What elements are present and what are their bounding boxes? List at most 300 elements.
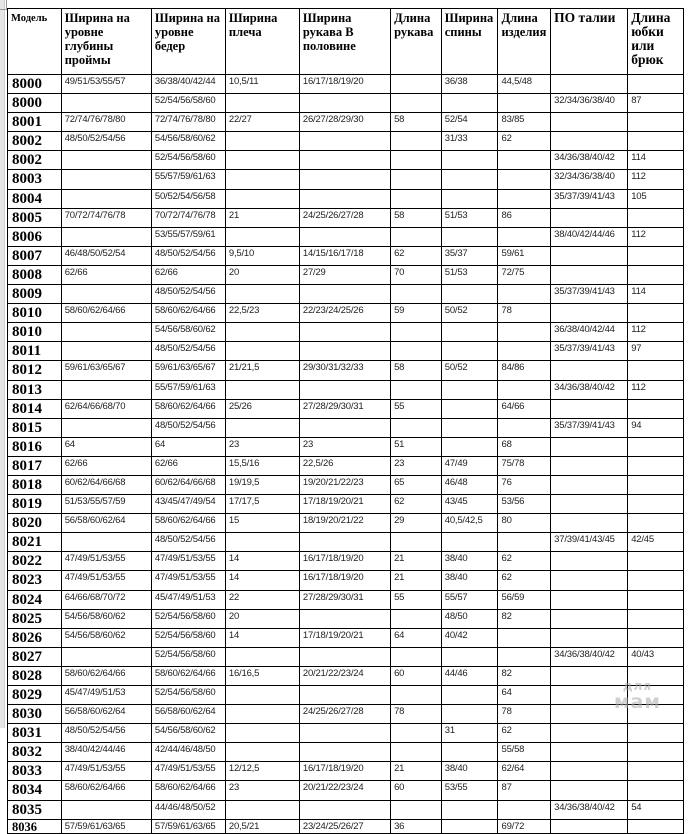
cell-sleeve-length: 60	[391, 781, 442, 800]
cell-back-width	[441, 227, 498, 246]
cell-garment-length: 84/86	[498, 361, 551, 380]
cell-sleeve-length: 58	[391, 361, 442, 380]
cell-shoulder-width: 12/12,5	[225, 762, 299, 781]
cell-skirt-pants-length	[628, 113, 684, 132]
column-header-model: Модель	[8, 9, 62, 75]
cell-width-armhole: 47/49/51/53/55	[61, 552, 151, 571]
cell-skirt-pants-length	[628, 475, 684, 494]
model-number-cell: 8006	[8, 227, 62, 246]
cell-shoulder-width: 17/17,5	[225, 495, 299, 514]
cell-skirt-pants-length	[628, 571, 684, 590]
model-number-cell: 8017	[8, 456, 62, 475]
cell-sleeve-half-width: 17/18/19/20/21	[299, 628, 390, 647]
table-move-handle-icon[interactable]	[0, 0, 7, 10]
cell-width-hips: 44/46/48/50/52	[151, 800, 225, 819]
cell-shoulder-width: 23	[225, 437, 299, 456]
cell-garment-length: 76	[498, 475, 551, 494]
cell-width-armhole: 38/40/42/44/46	[61, 743, 151, 762]
cell-waist	[551, 304, 628, 323]
cell-shoulder-width: 15,5/16	[225, 456, 299, 475]
cell-waist	[551, 495, 628, 514]
cell-back-width	[441, 342, 498, 361]
cell-width-hips: 48/50/52/54/56	[151, 246, 225, 265]
cell-skirt-pants-length	[628, 724, 684, 743]
cell-sleeve-length	[391, 342, 442, 361]
cell-sleeve-half-width	[299, 418, 390, 437]
cell-back-width: 35/37	[441, 246, 498, 265]
cell-sleeve-length	[391, 151, 442, 170]
cell-skirt-pants-length: 112	[628, 323, 684, 342]
cell-sleeve-half-width: 24/25/26/27/28	[299, 705, 390, 724]
cell-garment-length: 72/75	[498, 265, 551, 284]
cell-waist: 35/37/39/41/43	[551, 285, 628, 304]
cell-sleeve-length: 51	[391, 437, 442, 456]
model-number-cell: 8035	[8, 800, 62, 819]
cell-shoulder-width	[225, 800, 299, 819]
cell-width-hips: 50/52/54/56/58	[151, 189, 225, 208]
cell-width-armhole: 58/60/62/64/66	[61, 781, 151, 800]
cell-width-hips: 60/62/64/66/68	[151, 475, 225, 494]
cell-width-hips: 36/38/40/42/44	[151, 75, 225, 94]
cell-sleeve-length	[391, 94, 442, 113]
table-row	[8, 265, 684, 284]
cell-garment-length	[498, 285, 551, 304]
model-number-cell: 8010	[8, 304, 62, 323]
cell-waist	[551, 762, 628, 781]
cell-garment-length: 64	[498, 686, 551, 705]
column-header-shoulder-width: Ширина плеча	[225, 9, 299, 75]
cell-waist	[551, 475, 628, 494]
cell-waist: 36/38/40/42/44	[551, 323, 628, 342]
cell-back-width: 31	[441, 724, 498, 743]
cell-width-hips: 48/50/52/54/56	[151, 533, 225, 552]
cell-width-armhole: 56/58/60/62/64	[61, 514, 151, 533]
cell-garment-length	[498, 418, 551, 437]
cell-sleeve-half-width	[299, 170, 390, 189]
cell-width-armhole: 60/62/64/66/68	[61, 475, 151, 494]
cell-width-armhole: 54/56/58/60/62	[61, 609, 151, 628]
cell-shoulder-width: 15	[225, 514, 299, 533]
model-number-cell: 8029	[8, 686, 62, 705]
cell-waist	[551, 75, 628, 94]
cell-back-width: 38/40	[441, 571, 498, 590]
cell-garment-length	[498, 647, 551, 666]
cell-garment-length: 83/85	[498, 113, 551, 132]
cell-sleeve-half-width: 20/21/22/23/24	[299, 781, 390, 800]
cell-width-armhole	[61, 380, 151, 399]
table-row	[8, 666, 684, 685]
cell-sleeve-half-width	[299, 323, 390, 342]
cell-skirt-pants-length	[628, 552, 684, 571]
cell-width-armhole: 62/66	[61, 456, 151, 475]
cell-waist	[551, 132, 628, 151]
header-row	[8, 9, 684, 75]
cell-sleeve-half-width	[299, 151, 390, 170]
cell-waist: 35/37/39/41/43	[551, 189, 628, 208]
model-number-cell: 8020	[8, 514, 62, 533]
cell-width-hips: 43/45/47/49/54	[151, 495, 225, 514]
cell-width-armhole: 48/50/52/54/56	[61, 132, 151, 151]
cell-width-armhole: 54/56/58/60/62	[61, 628, 151, 647]
cell-sleeve-half-width: 16/17/18/19/20	[299, 762, 390, 781]
cell-shoulder-width: 22	[225, 590, 299, 609]
cell-sleeve-half-width	[299, 342, 390, 361]
cell-back-width: 36/38	[441, 75, 498, 94]
cell-sleeve-length: 21	[391, 762, 442, 781]
cell-width-hips: 48/50/52/54/56	[151, 418, 225, 437]
cell-sleeve-length	[391, 132, 442, 151]
cell-skirt-pants-length	[628, 590, 684, 609]
cell-garment-length: 62	[498, 132, 551, 151]
model-number-cell: 8027	[8, 647, 62, 666]
cell-sleeve-length	[391, 800, 442, 819]
cell-sleeve-length	[391, 743, 442, 762]
cell-width-hips: 47/49/51/53/55	[151, 552, 225, 571]
cell-skirt-pants-length	[628, 361, 684, 380]
cell-sleeve-half-width: 18/19/20/21/22	[299, 514, 390, 533]
cell-skirt-pants-length	[628, 705, 684, 724]
cell-width-hips: 54/56/58/60/62	[151, 132, 225, 151]
table-row	[8, 819, 684, 833]
cell-sleeve-length: 70	[391, 265, 442, 284]
column-header-skirt-pants-length: Длина юбки или брюк	[628, 9, 684, 75]
cell-width-armhole	[61, 151, 151, 170]
column-header-width-armhole: Ширина на уровне глубины проймы	[61, 9, 151, 75]
cell-sleeve-half-width: 17/18/19/20/21	[299, 495, 390, 514]
cell-waist	[551, 724, 628, 743]
cell-sleeve-half-width: 22/23/24/25/26	[299, 304, 390, 323]
cell-garment-length: 62	[498, 724, 551, 743]
cell-width-armhole	[61, 170, 151, 189]
table-row	[8, 75, 684, 94]
cell-width-armhole: 59/61/63/65/67	[61, 361, 151, 380]
cell-width-armhole: 70/72/74/76/78	[61, 208, 151, 227]
model-number-cell: 8003	[8, 170, 62, 189]
cell-skirt-pants-length	[628, 399, 684, 418]
cell-sleeve-length: 21	[391, 552, 442, 571]
cell-back-width	[441, 437, 498, 456]
column-header-width-hips: Ширина на уровне бедер	[151, 9, 225, 75]
cell-sleeve-length: 55	[391, 399, 442, 418]
table-row	[8, 285, 684, 304]
cell-shoulder-width: 10,5/11	[225, 75, 299, 94]
cell-back-width: 52/54	[441, 113, 498, 132]
cell-sleeve-half-width: 16/17/18/19/20	[299, 75, 390, 94]
cell-width-hips: 56/58/60/62/64	[151, 705, 225, 724]
cell-back-width: 38/40	[441, 552, 498, 571]
cell-waist	[551, 743, 628, 762]
cell-sleeve-length: 58	[391, 208, 442, 227]
cell-sleeve-length	[391, 686, 442, 705]
cell-garment-length	[498, 800, 551, 819]
column-header-sleeve-half-width: Ширина рукава В половине	[299, 9, 390, 75]
cell-width-armhole	[61, 342, 151, 361]
size-chart-table	[7, 8, 684, 834]
cell-garment-length	[498, 170, 551, 189]
column-header-waist: ПО талии	[551, 9, 628, 75]
cell-width-hips: 62/66	[151, 265, 225, 284]
cell-garment-length	[498, 151, 551, 170]
table-row	[8, 323, 684, 342]
cell-garment-length: 78	[498, 705, 551, 724]
cell-garment-length: 86	[498, 208, 551, 227]
cell-garment-length: 64/66	[498, 399, 551, 418]
cell-back-width: 46/48	[441, 475, 498, 494]
cell-waist	[551, 113, 628, 132]
cell-sleeve-half-width	[299, 189, 390, 208]
cell-width-hips: 47/49/51/53/55	[151, 571, 225, 590]
cell-sleeve-half-width: 27/28/29/30/31	[299, 590, 390, 609]
cell-width-armhole: 57/59/61/63/65	[61, 819, 151, 833]
table-row	[8, 590, 684, 609]
cell-sleeve-half-width	[299, 227, 390, 246]
cell-skirt-pants-length: 94	[628, 418, 684, 437]
cell-back-width	[441, 285, 498, 304]
cell-skirt-pants-length	[628, 75, 684, 94]
cell-width-armhole: 58/60/62/64/66	[61, 304, 151, 323]
cell-sleeve-length: 60	[391, 666, 442, 685]
cell-back-width: 48/50	[441, 609, 498, 628]
cell-width-hips: 55/57/59/61/63	[151, 380, 225, 399]
cell-sleeve-length	[391, 227, 442, 246]
cell-skirt-pants-length: 112	[628, 170, 684, 189]
cell-shoulder-width: 14	[225, 571, 299, 590]
model-number-cell: 8025	[8, 609, 62, 628]
cell-sleeve-length	[391, 170, 442, 189]
model-number-cell: 8023	[8, 571, 62, 590]
cell-width-armhole	[61, 647, 151, 666]
cell-skirt-pants-length	[628, 628, 684, 647]
cell-sleeve-half-width	[299, 647, 390, 666]
cell-waist	[551, 686, 628, 705]
cell-garment-length	[498, 380, 551, 399]
cell-waist	[551, 552, 628, 571]
table-row	[8, 647, 684, 666]
cell-width-armhole: 62/64/66/68/70	[61, 399, 151, 418]
cell-shoulder-width: 19/19,5	[225, 475, 299, 494]
cell-skirt-pants-length	[628, 132, 684, 151]
table-row	[8, 380, 684, 399]
cell-width-armhole: 47/49/51/53/55	[61, 762, 151, 781]
cell-shoulder-width: 14	[225, 628, 299, 647]
cell-waist	[551, 246, 628, 265]
cell-shoulder-width	[225, 380, 299, 399]
cell-width-armhole	[61, 323, 151, 342]
cell-shoulder-width	[225, 151, 299, 170]
cell-sleeve-half-width	[299, 380, 390, 399]
cell-sleeve-half-width	[299, 609, 390, 628]
cell-waist	[551, 265, 628, 284]
cell-width-armhole: 58/60/62/64/66	[61, 666, 151, 685]
model-number-cell: 8033	[8, 762, 62, 781]
cell-garment-length: 56/59	[498, 590, 551, 609]
cell-back-width: 38/40	[441, 762, 498, 781]
table-row	[8, 304, 684, 323]
cell-width-hips: 45/47/49/51/53	[151, 590, 225, 609]
cell-skirt-pants-length: 112	[628, 380, 684, 399]
cell-shoulder-width	[225, 705, 299, 724]
cell-sleeve-length: 59	[391, 304, 442, 323]
cell-back-width	[441, 151, 498, 170]
cell-garment-length: 82	[498, 666, 551, 685]
cell-skirt-pants-length: 42/45	[628, 533, 684, 552]
cell-width-hips: 59/61/63/65/67	[151, 361, 225, 380]
cell-width-hips: 58/60/62/64/66	[151, 666, 225, 685]
table-row	[8, 724, 684, 743]
table-body	[8, 75, 684, 834]
cell-shoulder-width	[225, 285, 299, 304]
cell-waist	[551, 571, 628, 590]
cell-sleeve-length	[391, 75, 442, 94]
model-number-cell: 8021	[8, 533, 62, 552]
cell-back-width: 53/55	[441, 781, 498, 800]
column-header-garment-length: Длина изделия	[498, 9, 551, 75]
cell-skirt-pants-length: 114	[628, 151, 684, 170]
cell-sleeve-length: 29	[391, 514, 442, 533]
cell-skirt-pants-length	[628, 304, 684, 323]
model-number-cell: 8019	[8, 495, 62, 514]
table-row	[8, 399, 684, 418]
table-row	[8, 246, 684, 265]
cell-skirt-pants-length	[628, 781, 684, 800]
cell-waist	[551, 666, 628, 685]
cell-back-width: 43/45	[441, 495, 498, 514]
cell-back-width	[441, 418, 498, 437]
cell-skirt-pants-length: 87	[628, 94, 684, 113]
table-row	[8, 571, 684, 590]
cell-back-width	[441, 705, 498, 724]
table-row	[8, 94, 684, 113]
cell-sleeve-length: 21	[391, 571, 442, 590]
cell-skirt-pants-length	[628, 609, 684, 628]
cell-sleeve-length	[391, 189, 442, 208]
cell-skirt-pants-length	[628, 762, 684, 781]
table-row	[8, 495, 684, 514]
cell-width-hips: 52/54/56/58/60	[151, 628, 225, 647]
cell-waist: 37/39/41/43/45	[551, 533, 628, 552]
cell-skirt-pants-length	[628, 208, 684, 227]
cell-sleeve-length	[391, 609, 442, 628]
cell-width-armhole	[61, 227, 151, 246]
cell-shoulder-width	[225, 94, 299, 113]
cell-back-width	[441, 170, 498, 189]
cell-waist: 34/36/38/40/42	[551, 151, 628, 170]
column-header-back-width: Ширина спины	[441, 9, 498, 75]
cell-garment-length: 69/72	[498, 819, 551, 833]
model-number-cell: 8010	[8, 323, 62, 342]
cell-shoulder-width: 9,5/10	[225, 246, 299, 265]
cell-waist: 32/34/36/38/40	[551, 94, 628, 113]
cell-sleeve-half-width	[299, 533, 390, 552]
cell-width-armhole: 51/53/55/57/59	[61, 495, 151, 514]
cell-sleeve-length: 78	[391, 705, 442, 724]
cell-garment-length	[498, 628, 551, 647]
cell-width-hips: 52/54/56/58/60	[151, 647, 225, 666]
cell-sleeve-half-width: 26/27/28/29/30	[299, 113, 390, 132]
cell-back-width	[441, 94, 498, 113]
cell-sleeve-half-width	[299, 686, 390, 705]
cell-width-hips: 55/57/59/61/63	[151, 170, 225, 189]
cell-back-width: 44/46	[441, 666, 498, 685]
cell-sleeve-length	[391, 647, 442, 666]
cell-waist	[551, 208, 628, 227]
cell-sleeve-length: 64	[391, 628, 442, 647]
cell-width-hips: 54/56/58/60/62	[151, 323, 225, 342]
table-row	[8, 342, 684, 361]
cell-shoulder-width: 22,5/23	[225, 304, 299, 323]
table-row	[8, 456, 684, 475]
cell-back-width	[441, 189, 498, 208]
cell-skirt-pants-length	[628, 743, 684, 762]
cell-width-armhole	[61, 285, 151, 304]
cell-skirt-pants-length	[628, 437, 684, 456]
cell-sleeve-half-width: 16/17/18/19/20	[299, 571, 390, 590]
cell-width-armhole	[61, 94, 151, 113]
table-row	[8, 552, 684, 571]
model-number-cell: 8001	[8, 113, 62, 132]
cell-width-hips: 48/50/52/54/56	[151, 285, 225, 304]
cell-sleeve-half-width: 24/25/26/27/28	[299, 208, 390, 227]
table-row	[8, 533, 684, 552]
table-row	[8, 189, 684, 208]
cell-width-armhole: 62/66	[61, 265, 151, 284]
cell-garment-length	[498, 94, 551, 113]
table-row	[8, 609, 684, 628]
table-row	[8, 170, 684, 189]
cell-width-armhole: 72/74/76/78/80	[61, 113, 151, 132]
cell-skirt-pants-length: 97	[628, 342, 684, 361]
cell-width-hips: 52/54/56/58/60	[151, 151, 225, 170]
cell-sleeve-half-width	[299, 724, 390, 743]
cell-waist	[551, 609, 628, 628]
cell-width-armhole: 64/66/68/70/72	[61, 590, 151, 609]
table-row	[8, 475, 684, 494]
model-number-cell: 8014	[8, 399, 62, 418]
cell-skirt-pants-length: 105	[628, 189, 684, 208]
cell-garment-length: 62	[498, 571, 551, 590]
cell-waist	[551, 399, 628, 418]
cell-sleeve-half-width	[299, 132, 390, 151]
cell-shoulder-width: 16/16,5	[225, 666, 299, 685]
cell-back-width: 47/49	[441, 456, 498, 475]
cell-sleeve-half-width: 29/30/31/32/33	[299, 361, 390, 380]
cell-skirt-pants-length: 40/43	[628, 647, 684, 666]
cell-garment-length	[498, 342, 551, 361]
cell-sleeve-half-width	[299, 800, 390, 819]
table-row	[8, 151, 684, 170]
cell-width-hips: 54/56/58/60/62	[151, 724, 225, 743]
cell-sleeve-length: 62	[391, 495, 442, 514]
table-header	[8, 9, 684, 75]
cell-waist	[551, 590, 628, 609]
cell-waist: 32/34/36/38/40	[551, 170, 628, 189]
cell-width-armhole	[61, 533, 151, 552]
page-left-edge	[0, 0, 5, 728]
cell-sleeve-half-width	[299, 743, 390, 762]
cell-width-armhole	[61, 800, 151, 819]
table-row	[8, 762, 684, 781]
model-number-cell: 8002	[8, 151, 62, 170]
model-number-cell: 8022	[8, 552, 62, 571]
cell-waist	[551, 361, 628, 380]
table-row	[8, 418, 684, 437]
cell-shoulder-width: 20	[225, 265, 299, 284]
cell-shoulder-width	[225, 189, 299, 208]
cell-sleeve-half-width	[299, 285, 390, 304]
cell-waist	[551, 819, 628, 833]
cell-sleeve-length	[391, 285, 442, 304]
cell-width-hips: 72/74/76/78/80	[151, 113, 225, 132]
